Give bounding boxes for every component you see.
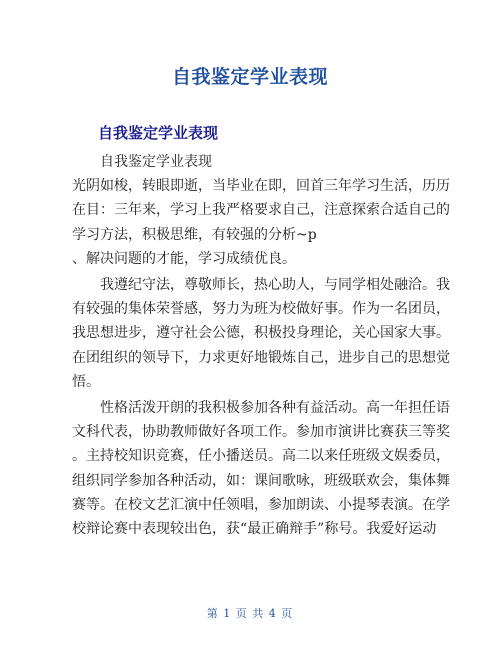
paragraph-study [72,174,450,271]
text-line: 学习方法，积极思维，有较强的分析~p [72,226,317,243]
text-line: 。主持校知识竞赛，任小播送员。高二以来任班级文娱委员， [72,448,450,465]
text-line: 我思想进步，遵守社会公德，积极投身理论，关心国家大事。 [72,325,450,342]
document-title: 自我鉴定学业表现 [171,67,328,88]
text-line: 在目：三年来，学习上我严格要求自己，注意探索合适自己的 [72,202,450,219]
text-line: 组织同学参加各种活动，如：课间歌咏，班级联欢会，集体舞 [72,472,450,489]
text-line: 赛等。在校文艺汇演中任领唱，参加朗读、小提琴表演。在学 [72,496,450,513]
text-line: 、解决问题的才能，学习成绩优良。 [72,250,296,267]
page-footer: 第 1 页 共 4 页 [206,607,294,620]
text-line: 校辩论赛中表现较出色，获“最正确辩手”称号。我爱好运动 [72,521,437,538]
paragraph-conduct [72,273,450,394]
document-body [72,150,450,541]
text-line: 悟。 [72,373,100,390]
text-line: 文科代表，协助教师做好各项工作。参加市演讲比赛获三等奖 [72,424,450,441]
text-line: 性格活泼开朗的我积极参加各种有益活动。高一年担任语 [100,400,450,417]
paragraph-subtitle [72,150,432,174]
text-line: 光阴如梭，转眼即逝，当毕业在即，回首三年学习生活，历历 [72,178,450,195]
text-line: 我遵纪守法，尊敬师长，热心助人，与同学相处融洽。我 [100,277,450,294]
text-line: 自我鉴定学业表现 [100,154,212,170]
paragraph-activities [72,396,450,541]
section-heading: 自我鉴定学业表现 [98,125,219,142]
text-line: 在团组织的领导下，力求更好地锻炼自己，进步自己的思想觉 [72,349,450,366]
text-line: 有较强的集体荣誉感，努力为班为校做好事。作为一名团员， [72,301,450,318]
